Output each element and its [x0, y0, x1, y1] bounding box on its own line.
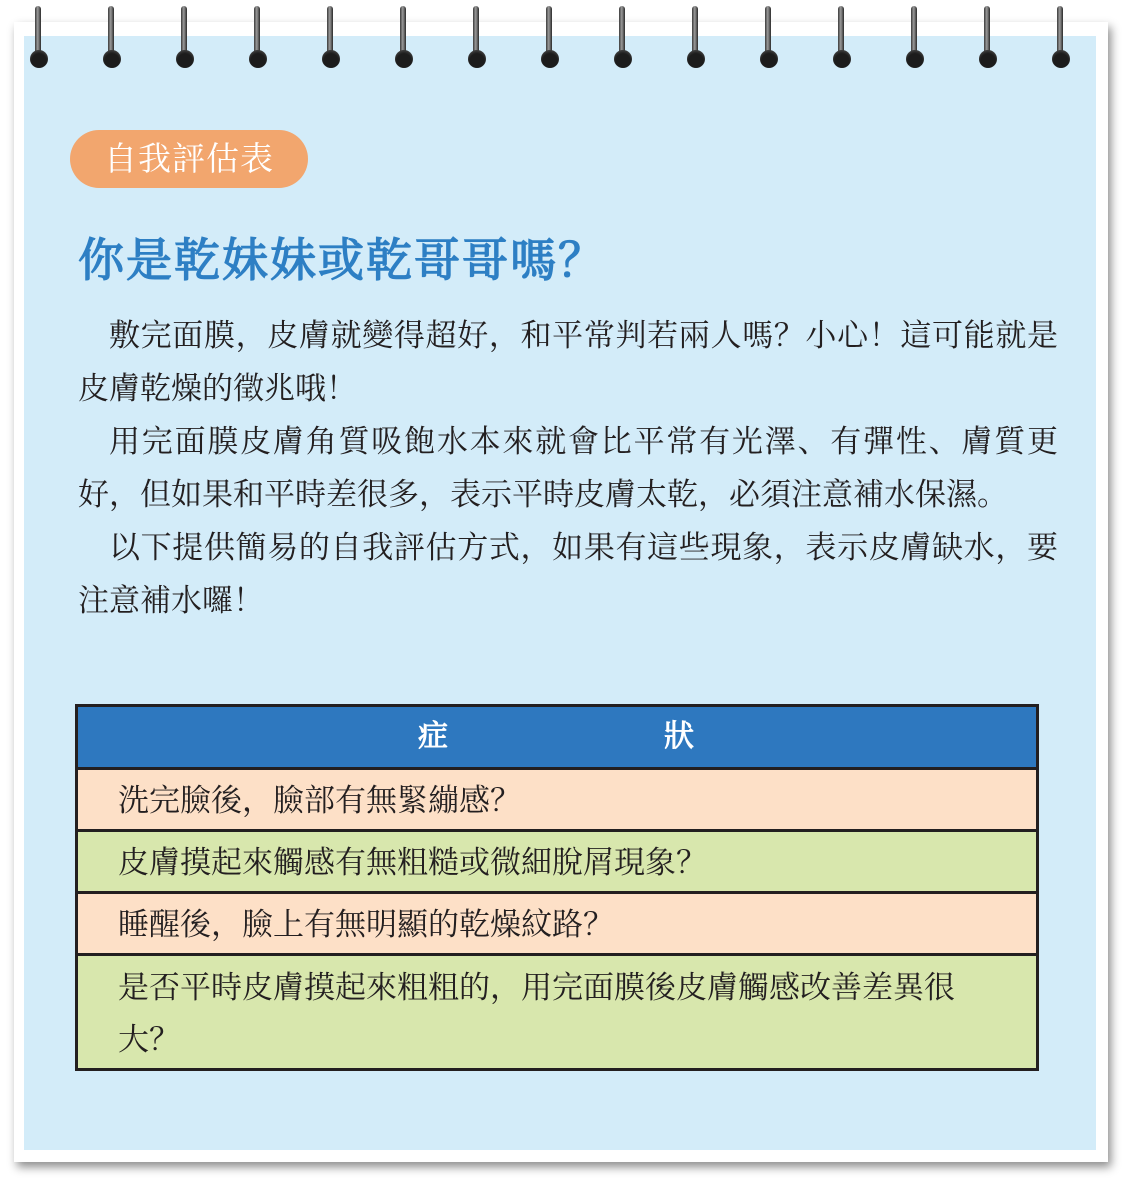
paragraph: 敷完面膜，皮膚就變得超好，和平常判若兩人嗎？小心！這可能就是皮膚乾燥的徵兆哦！ [78, 318, 1058, 407]
table-row: 皮膚摸起來觸感有無粗糙或微細脫屑現象？ [78, 832, 1036, 894]
table-row: 洗完臉後，臉部有無緊繃感？ [78, 770, 1036, 832]
spiral-ring-icon [102, 6, 124, 72]
symptom-table [75, 704, 1039, 1071]
spiral-ring-icon [832, 6, 854, 72]
intro-text [78, 310, 1058, 628]
table-row: 睡醒後，臉上有無明顯的乾燥紋路？ [78, 894, 1036, 956]
spiral-ring-icon [394, 6, 416, 72]
spiral-ring-icon [978, 6, 1000, 72]
spiral-ring-icon [175, 6, 197, 72]
spiral-ring-icon [613, 6, 635, 72]
table-header [78, 707, 1036, 770]
spiral-ring-icon [467, 6, 489, 72]
paragraph: 用完面膜皮膚角質吸飽水本來就會比平常有光澤、有彈性、膚質更好，但如果和平時差很多，表示平時皮膚太乾，必須注意補水保濕。 [78, 424, 1058, 513]
spiral-ring-icon [321, 6, 343, 72]
spiral-ring-icon [540, 6, 562, 72]
spiral-ring-icon [248, 6, 270, 72]
spiral-ring-icon [29, 6, 51, 72]
spiral-binding [0, 0, 1128, 80]
self-assessment-badge: 自我評估表 [70, 130, 308, 188]
page-title: 你是乾妹妹或乾哥哥嗎？ [78, 233, 606, 287]
spiral-ring-icon [686, 6, 708, 72]
spiral-ring-icon [759, 6, 781, 72]
spiral-ring-icon [905, 6, 927, 72]
table-header-label: 狀 [664, 719, 694, 754]
table-header-label: 症 [418, 719, 448, 754]
table-row: 是否平時皮膚摸起來粗粗的，用完面膜後皮膚觸感改善差異很大？ [78, 956, 1036, 1071]
spiral-ring-icon [1051, 6, 1073, 72]
paragraph: 以下提供簡易的自我評估方式，如果有這些現象，表示皮膚缺水，要注意補水囉！ [78, 530, 1058, 619]
